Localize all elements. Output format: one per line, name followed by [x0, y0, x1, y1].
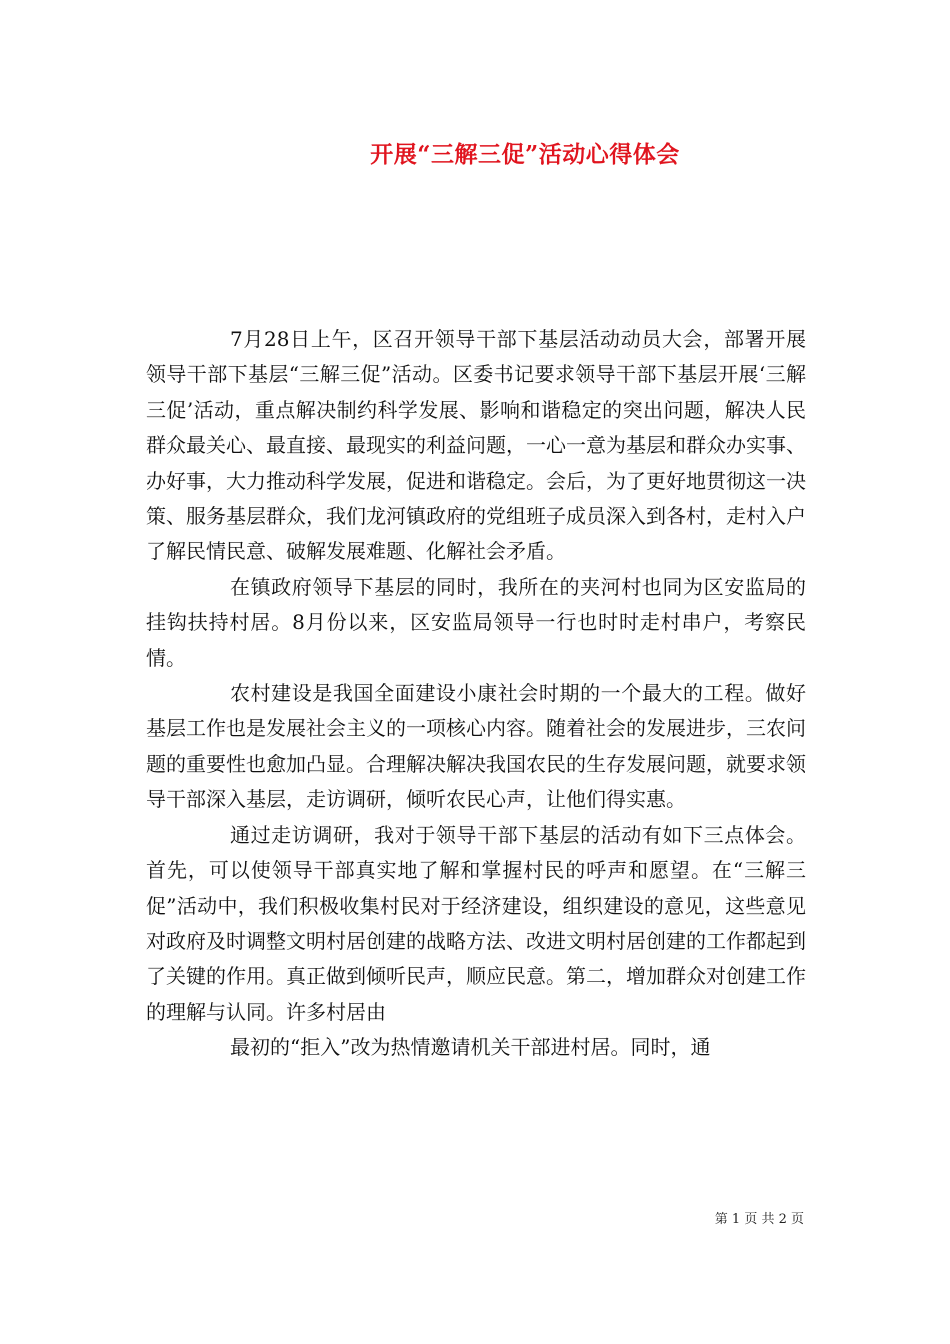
document-body [146, 322, 806, 1066]
paragraph-3: 农村建设是我国全面建设小康社会时期的一个最大的工程。做好基层工作也是发展社会主义的一项核心内容。随着社会的发展进步，三农问题的重要性也愈加凸显。合理解决解决我国农民的生存发展问题，就要求领导干部深入基层，走访调研，倾听农民心声，让他们得实惠。 [146, 681, 806, 812]
paragraph-5: 最初的“拒入”改为热情邀请机关干部进村居。同时，通 [230, 1035, 711, 1060]
paragraph-2: 在镇政府领导下基层的同时，我所在的夹河村也同为区安监局的挂钩扶持村居。8月份以来，区安监局领导一行也时时走村串户，考察民情。 [146, 574, 806, 670]
page-number-footer: 第 1 页 共 2 页 [714, 1212, 804, 1227]
paragraph-4: 通过走访调研，我对于领导干部下基层的活动有如下三点体会。首先，可以使领导干部真实地了解和掌握村民的呼声和愿望。在“三解三促”活动中，我们积极收集村民对于经济建设，组织建设的意见，这些意见对政府及时调整文明村居创建的战略方法、改进文明村居创建的工作都起到了关键的作用。真正做到倾听民声，顺应民意。第二，增加群众对创建工作的理解与认同。许多村居由 [146, 822, 806, 1024]
document-title: 开展“三解三促”活动心得体会 [370, 141, 680, 168]
paragraph-1: 7月28日上午，区召开领导干部下基层活动动员大会，部署开展领导干部下基层“三解三促”活动。区委书记要求领导干部下基层开展‘三解三促’活动，重点解决制约科学发展、影响和谐稳定的突出问题，解决人民群众最关心、最直接、最现实的利益问题，一心一意为基层和群众办实事、办好事，大力推动科学发展，促进和谐稳定。会后，为了更好地贯彻这一决策、服务基层群众，我们龙河镇政府的党组班子成员深入到各村，走村入户了解民情民意、破解发展难题、化解社会矛盾。 [146, 327, 806, 564]
